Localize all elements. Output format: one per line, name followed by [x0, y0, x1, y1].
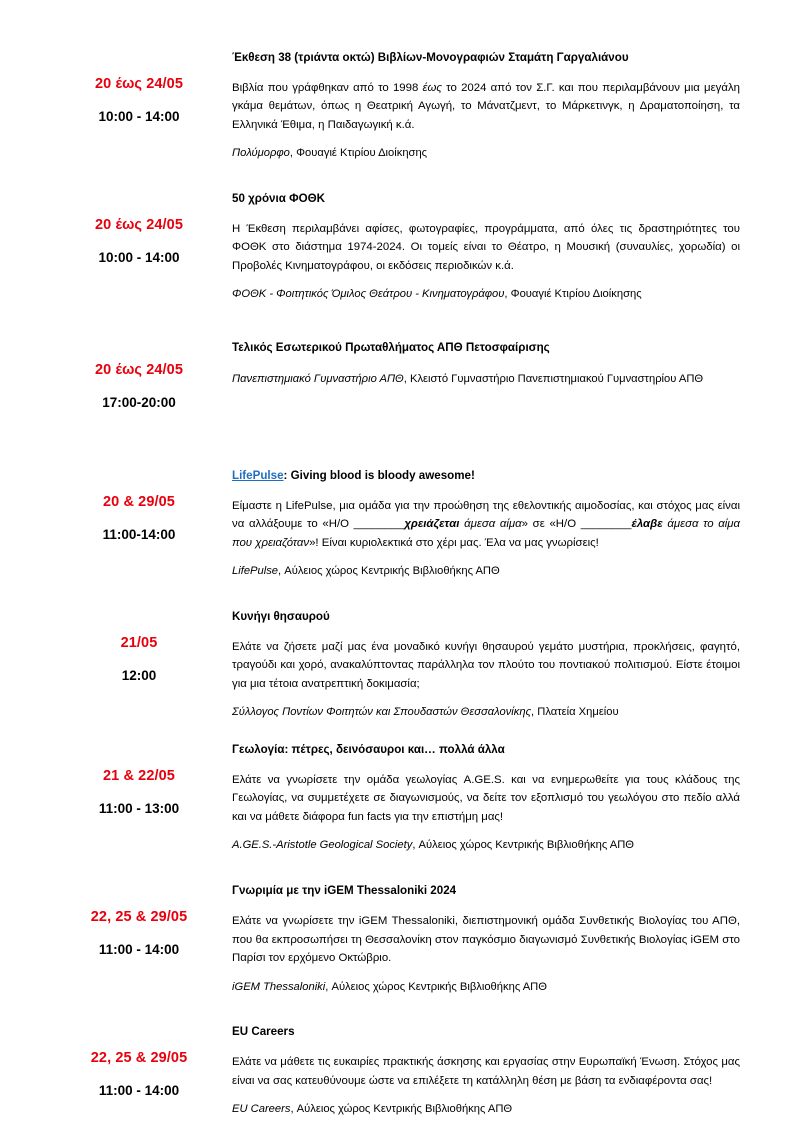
event-item	[60, 1022, 740, 1119]
event-venue	[232, 371, 740, 389]
venue-location: , Αύλειος χώρος Κεντρικής Βιβλιοθήκης ΑΠΘ	[290, 1103, 513, 1116]
venue-organizer: Πανεπιστημιακό Γυμναστήριο ΑΠΘ	[232, 373, 404, 386]
section-spacer	[60, 996, 740, 1022]
event-date: 20 έως 24/05	[94, 217, 183, 234]
venue-location: , Πλατεία Χημείου	[531, 706, 619, 719]
description-emphasis: έλαβε	[631, 518, 663, 531]
event-title: EU Careers	[232, 1025, 295, 1039]
section-spacer	[60, 304, 740, 338]
section-spacer	[60, 163, 740, 189]
event-time: 11:00 - 14:00	[98, 1083, 180, 1099]
event-when-column	[60, 466, 232, 546]
event-description	[232, 497, 740, 552]
event-item	[60, 607, 740, 722]
event-schedule-list	[60, 48, 740, 1119]
event-title: Γνωριμία με την iGEM Thessaloniki 2024	[232, 884, 457, 898]
description-blank: ________	[580, 518, 632, 531]
event-date: 22, 25 & 29/05	[90, 1050, 188, 1067]
event-details-column	[232, 466, 740, 581]
event-when-column	[60, 338, 232, 414]
description-text-part: »! Είναι κυριολεκτικά στο χέρι μας. Έλα να μας γνωρίσεις!	[309, 536, 599, 549]
description-text-part: Είμαστε η LifePulse, μια ομάδα για την προώθηση της εθελοντικής αιμοδοσίας, και στόχος μας είναι να αλλάξουμε το «Η/Ο	[232, 499, 740, 531]
event-venue	[232, 837, 740, 855]
event-description: Ελάτε να ζήσετε μαζί μας ένα μοναδικό κυνήγι θησαυρού γεμάτο μυστήρια, προκλήσεις, φαγητό, τραγούδι και χορό, ανακαλύπτοντας παράλληλα τον πλούτο του ποντιακού πολιτισμού. Είστε έτοιμοι για μια τέτοια ανατρεπτική δοκιμασία;	[232, 640, 740, 690]
event-item	[60, 189, 740, 304]
event-description	[232, 79, 740, 134]
event-title	[232, 468, 740, 485]
section-spacer	[60, 414, 740, 448]
venue-organizer: ΦΟΘΚ - Φοιτητικός Όμιλος Θεάτρου - Κινηματογράφου	[232, 288, 505, 301]
section-spacer	[60, 855, 740, 881]
event-title-text: : Giving blood is bloody awesome!	[283, 468, 475, 482]
venue-location: , Αύλειος χώρος Κεντρικής Βιβλιοθήκης ΑΠΘ	[278, 565, 500, 578]
event-when-column	[60, 1022, 232, 1102]
description-emphasis: χρειάζεται	[404, 518, 460, 531]
venue-location: , Φουαγιέ Κτιρίου Διοίκησης	[504, 288, 642, 301]
event-time: 11:00 - 13:00	[98, 800, 180, 816]
event-date: 21 & 22/05	[103, 768, 175, 785]
event-title: Τελικός Εσωτερικού Πρωταθλήματος ΑΠΘ Πετοσφαίρισης	[232, 341, 550, 355]
venue-location: , Αύλειος χώρος Κεντρικής Βιβλιοθήκης ΑΠΘ	[325, 980, 547, 993]
event-title: Έκθεση 38 (τριάντα οκτώ) Βιβλίων-Μονογραφιών Σταμάτη Γαργαλιάνου	[232, 51, 629, 64]
event-venue	[232, 286, 740, 304]
event-when-column	[60, 607, 232, 687]
event-when-column	[60, 881, 232, 961]
event-details-column	[232, 740, 740, 855]
event-time: 10:00 - 14:00	[98, 108, 180, 124]
event-item	[60, 881, 740, 996]
venue-organizer: LifePulse	[232, 565, 279, 578]
event-when-column	[60, 189, 232, 269]
description-text-part: Βιβλία που γράφθηκαν από το 1998	[232, 81, 423, 94]
section-spacer	[60, 722, 740, 740]
event-description: Ελάτε να γνωρίσετε την iGEM Thessaloniki, διεπιστημονική ομάδα Συνθετικής Βιολογίας του ΑΠΘ, που θα εκπροσωπήσει τη Θεσσαλονίκη στον παγκόσμιο διαγωνισμό Συνθετικής Βιολογίας iGEM στο Παρίσι τον ερχόμενο Οκτώβριο.	[232, 915, 740, 965]
event-item	[60, 48, 740, 163]
event-item	[60, 466, 740, 581]
event-venue	[232, 1101, 740, 1119]
venue-location: , Αύλειος χώρος Κεντρικής Βιβλιοθήκης ΑΠΘ	[412, 839, 635, 852]
event-date: 22, 25 & 29/05	[90, 909, 188, 926]
event-venue	[232, 704, 740, 722]
event-time: 11:00 - 14:00	[98, 942, 180, 958]
description-text-part: » σε «Η/Ο	[521, 518, 581, 531]
description-emphasis: άμεσα το αίμα που χρειαζόταν	[232, 518, 740, 549]
event-date: 21/05	[120, 635, 158, 652]
event-venue	[232, 145, 740, 163]
event-time: 11:00-14:00	[102, 526, 176, 542]
event-details-column	[232, 881, 740, 996]
event-details-column	[232, 189, 740, 304]
event-title: Γεωλογία: πέτρες, δεινόσαυροι και… πολλά άλλα	[232, 743, 505, 757]
event-item	[60, 740, 740, 855]
event-time: 12:00	[121, 667, 157, 683]
venue-location: , Φουαγιέ Κτιρίου Διοίκησης	[289, 147, 428, 160]
venue-organizer: iGEM Thessaloniki	[232, 980, 326, 993]
event-title: 50 χρόνια ΦΟΘΚ	[232, 192, 325, 206]
description-text-part: το 2024 από τον Σ.Γ. και που περιλαμβάνουν μια μεγάλη γκάμα θεμάτων, όπως η Θεατρική Αγωγή, το Μάνατζμεντ, το Μάρκετινγκ, η Δραματοποίηση, τα Ελληνικά Έθιμα, η Παιδαγωγική κ.ά.	[232, 81, 740, 131]
venue-organizer: Πολύμορφο	[232, 147, 290, 160]
event-title: Κυνήγι θησαυρού	[232, 610, 330, 624]
venue-organizer: A.GE.S.-Aristotle Geological Society	[232, 839, 413, 852]
event-venue	[232, 563, 740, 581]
event-date: 20 & 29/05	[103, 493, 175, 510]
event-details-column	[232, 338, 740, 389]
section-spacer	[60, 448, 740, 466]
event-details-column	[232, 1022, 740, 1119]
venue-organizer: Σύλλογος Ποντίων Φοιτητών και Σπουδαστών Θεσσαλονίκης	[232, 706, 532, 719]
event-when-column	[60, 740, 232, 820]
event-date: 20 έως 24/05	[94, 362, 183, 379]
event-item	[60, 338, 740, 414]
event-time: 10:00 - 14:00	[98, 249, 180, 265]
venue-organizer: EU Careers	[232, 1103, 291, 1116]
description-emphasis: έως	[422, 81, 442, 94]
description-blank: ________	[353, 518, 405, 531]
event-date: 20 έως 24/05	[94, 76, 183, 92]
description-emphasis: άμεσα αίμα	[459, 518, 522, 531]
event-venue	[232, 979, 740, 997]
event-description: Η Έκθεση περιλαμβάνει αφίσες, φωτογραφίες, προγράμματα, από όλες τις δραστηριότητες του ΦΟΘΚ στο διάστημα 1974-2024. Οι τομείς είναι το Θέατρο, η Μουσική (συναυλίες, χορωδία) οι Προβολές Κινηματογράφου, οι εκδόσεις περιοδικών κ.ά.	[232, 222, 740, 272]
section-spacer	[60, 581, 740, 607]
event-description: Ελάτε να μάθετε τις ευκαιρίες πρακτικής άσκησης και εργασίας στην Ευρωπαϊκή Ένωση. Στόχος μας είναι να σας κατευθύνουμε ώστε να επιλέξετε τη κατάλληλη θέση με βάση τα ενδιαφέροντα σας!	[232, 1056, 740, 1087]
event-description: Ελάτε να γνωρίσετε την ομάδα γεωλογίας A.GE.S. και να ενημερωθείτε για τους κλάδους της Γεωλογίας, να συμμετέχετε σε διαγωνισμούς, να δείτε τον εξοπλισμό του γεωλόγου στο πεδίο αλλά και να μάθετε διάφορα fun facts για την επιστήμη μας!	[232, 773, 740, 823]
event-time: 17:00-20:00	[102, 395, 176, 410]
venue-location: , Κλειστό Γυμναστήριο Πανεπιστημιακού Γυμναστηρίου ΑΠΘ	[403, 373, 704, 386]
event-when-column	[60, 48, 232, 128]
event-details-column	[232, 607, 740, 722]
event-details-column	[232, 48, 740, 163]
lifepulse-link[interactable]: LifePulse	[232, 468, 284, 482]
